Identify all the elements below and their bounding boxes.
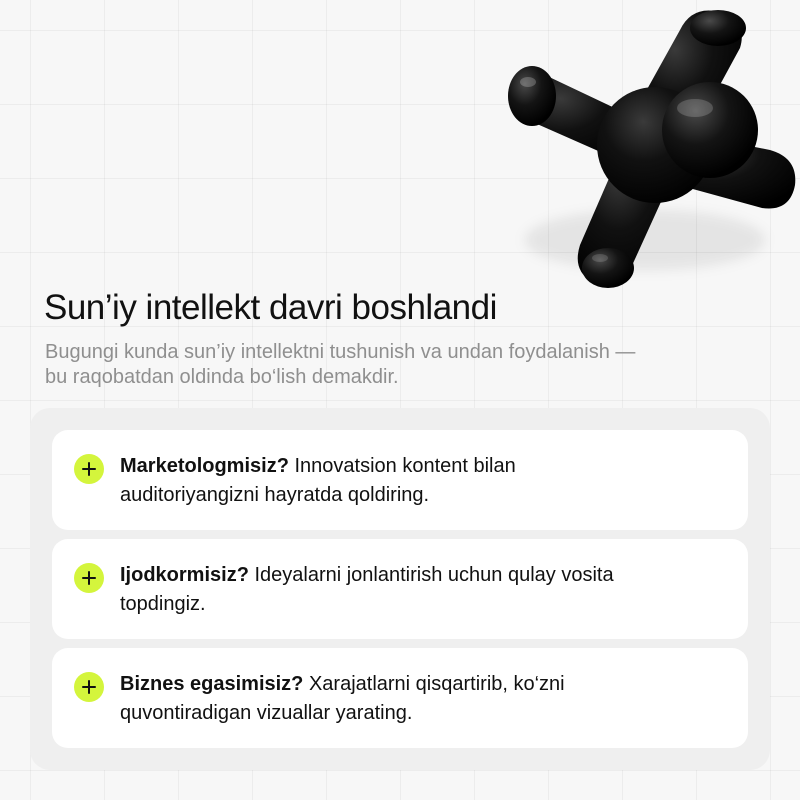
benefit-card-lead: Biznes egasimisiz?: [120, 673, 304, 695]
page-title: Sun’iy intellekt davri boshlandi: [44, 288, 497, 327]
benefit-card-description: Ideyalarni jonlantirish uchun qulay vosita topdingiz.: [120, 564, 614, 615]
plus-icon: [74, 672, 104, 702]
benefits-panel: [30, 408, 770, 770]
plus-icon: [74, 563, 104, 593]
benefit-card-lead: Marketologmisiz?: [120, 455, 289, 477]
page-subtitle: Bugungi kunda sun’iy intellektni tushunish va undan foydalanish — bu raqobatdan oldinda bo‘lish demakdir.: [45, 341, 636, 388]
benefit-card-description: Innovatsion kontent bilan auditoriyangizni hayratda qoldiring.: [120, 455, 516, 506]
benefit-card-description: Xarajatlarni qisqartirib, ko‘zni quvontiradigan vizuallar yarating.: [120, 673, 565, 724]
benefit-card-business-owner: [52, 648, 748, 748]
3d-cross-icon: [480, 0, 800, 300]
benefit-card-creator: [52, 539, 748, 639]
plus-icon: [74, 454, 104, 484]
benefit-card-text: [120, 452, 640, 510]
benefit-card-text: [120, 670, 640, 728]
benefit-card-lead: Ijodkormisiz?: [120, 564, 249, 586]
benefit-card-text: [120, 561, 640, 619]
benefit-card-marketer: [52, 430, 748, 530]
